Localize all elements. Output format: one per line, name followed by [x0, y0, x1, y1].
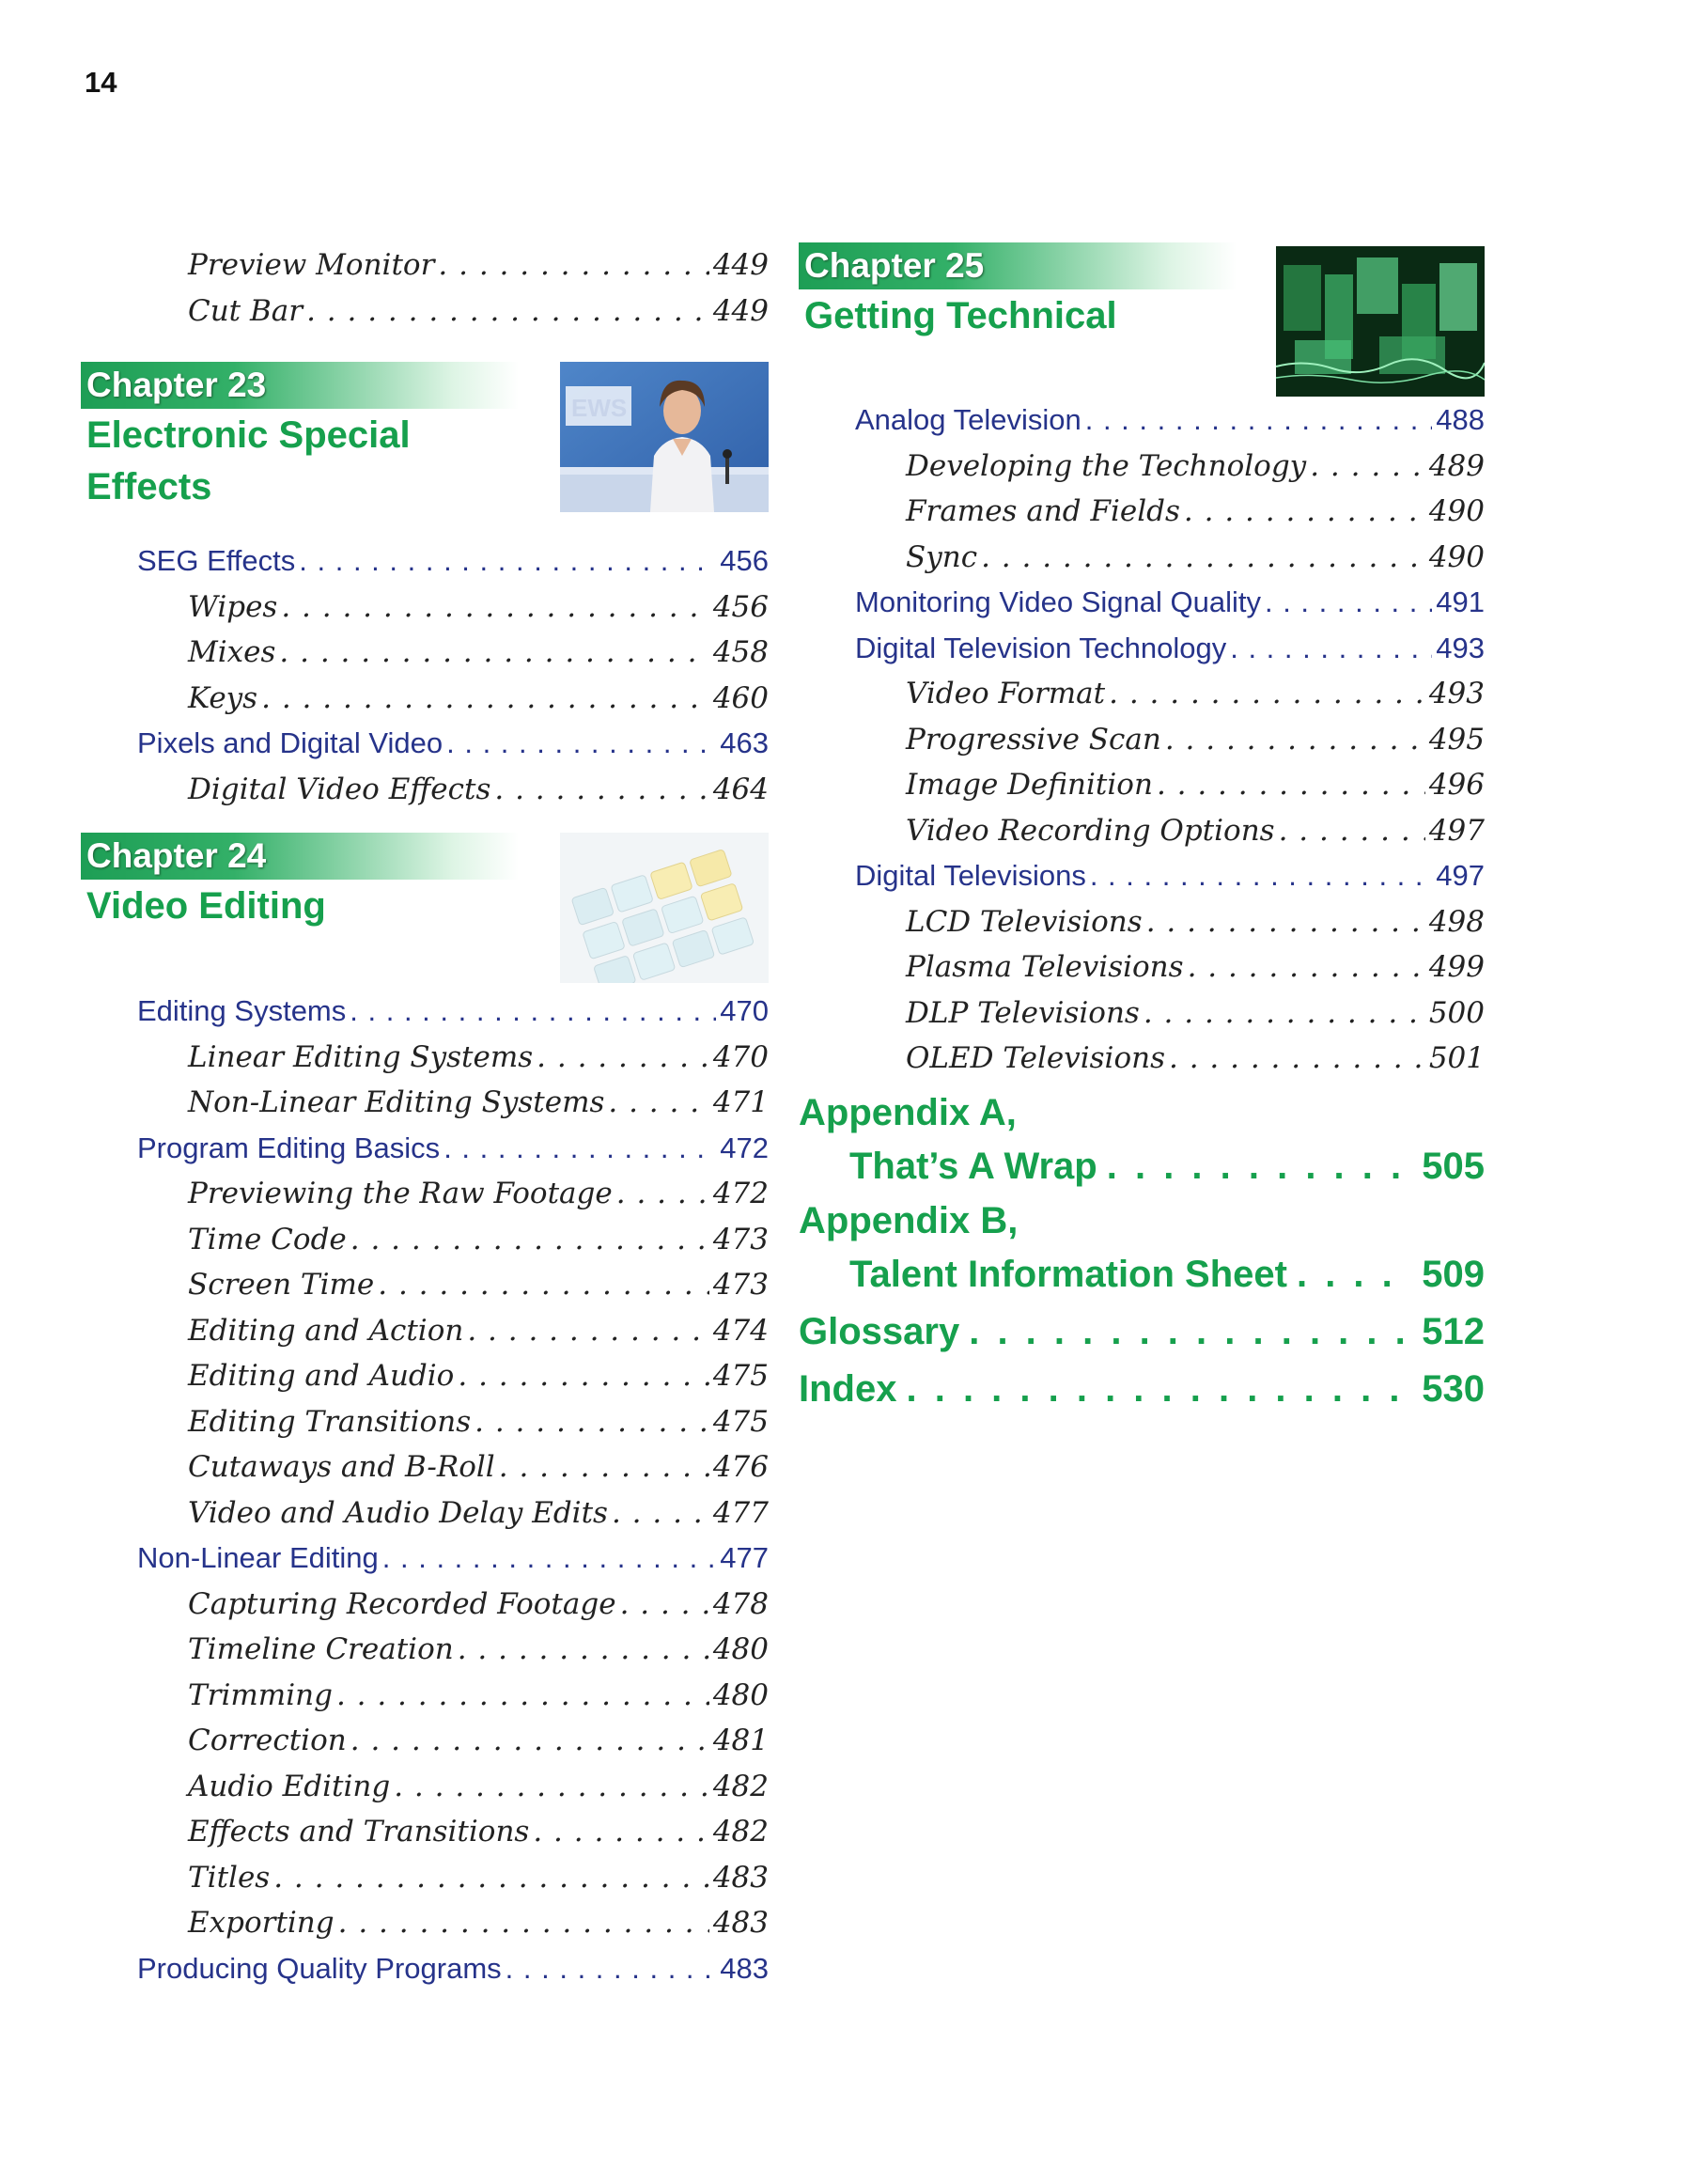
- dot-leader: [350, 1217, 709, 1263]
- toc-subsection-entry[interactable]: [81, 1217, 769, 1263]
- appendix-b-title: Talent Information Sheet: [849, 1253, 1287, 1295]
- dot-leader: [458, 1353, 708, 1399]
- glossary-label: Glossary: [799, 1310, 960, 1352]
- toc-subsection-entry[interactable]: [799, 991, 1485, 1037]
- toc-subsection-entry[interactable]: [81, 767, 769, 813]
- appendix-a-label: Appendix A,: [799, 1091, 1017, 1133]
- toc-subsection-entry[interactable]: [81, 1399, 769, 1445]
- entry-label: Mixes: [188, 635, 276, 669]
- toc-subsection-entry[interactable]: [81, 630, 769, 676]
- toc-subsection-entry[interactable]: [799, 444, 1485, 490]
- entry-label: Image Definition: [906, 768, 1153, 802]
- dot-leader: [906, 1361, 1412, 1418]
- appendix-b-page: 509: [1422, 1253, 1485, 1295]
- entry-label: Keys: [188, 680, 258, 715]
- entry-label: Exporting: [188, 1906, 335, 1940]
- dot-leader: [438, 242, 708, 289]
- dot-leader: [1146, 899, 1425, 945]
- entry-page-number: 482: [712, 1769, 769, 1803]
- chapter-23-header: [81, 362, 769, 538]
- toc-subsection-entry[interactable]: [81, 1718, 769, 1764]
- entry-page-number: 491: [1436, 585, 1485, 618]
- toc-section-entry[interactable]: [81, 721, 769, 767]
- chapter-title-line: Video Editing: [86, 885, 326, 927]
- dot-leader: [281, 585, 708, 631]
- entry-label: Editing and Audio: [188, 1359, 455, 1393]
- dot-leader: [612, 1490, 709, 1537]
- entry-label: Preview Monitor: [188, 248, 435, 282]
- toc-section-entry[interactable]: [81, 1946, 769, 1992]
- entry-page-number: 481: [712, 1724, 769, 1757]
- toc-subsection-entry[interactable]: [81, 1444, 769, 1490]
- entry-page-number: 475: [712, 1404, 769, 1439]
- entry-page-number: 493: [1436, 631, 1485, 664]
- entry-page-number: 456: [712, 589, 769, 624]
- entry-page-number: 480: [712, 1632, 769, 1666]
- dot-leader: [1090, 853, 1432, 899]
- dot-leader: [1169, 1036, 1425, 1082]
- entry-label: Frames and Fields: [906, 494, 1180, 528]
- entry-label: Producing Quality Programs: [137, 1951, 502, 1985]
- toc-subsection-entry[interactable]: [799, 671, 1485, 717]
- toc-subsection-entry[interactable]: [81, 585, 769, 631]
- entry-page-number: 495: [1428, 722, 1485, 757]
- toc-section-entry[interactable]: [799, 398, 1485, 444]
- dot-leader: [537, 1035, 709, 1081]
- toc-subsection-entry[interactable]: [799, 717, 1485, 763]
- toc-subsection-entry[interactable]: [81, 1855, 769, 1901]
- dot-leader: [494, 767, 708, 813]
- appendix-a-page: 505: [1422, 1145, 1485, 1187]
- svg-text:EWS: EWS: [571, 394, 628, 422]
- entry-label: Time Code: [188, 1222, 347, 1256]
- entry-page-number: 471: [712, 1085, 769, 1119]
- entry-page-number: 472: [712, 1177, 769, 1210]
- entry-label: Pixels and Digital Video: [137, 726, 443, 759]
- toc-subsection-entry[interactable]: [81, 242, 769, 289]
- entry-label: Trimming: [188, 1677, 333, 1712]
- toc-left-column: [81, 242, 769, 1991]
- entry-page-number: 470: [712, 1039, 769, 1074]
- entry-page-number: 463: [720, 726, 769, 759]
- entry-page-number: 472: [720, 1131, 769, 1164]
- chapter-24-entries: [81, 989, 769, 1991]
- entry-label: DLP Televisions: [906, 995, 1140, 1030]
- entry-page-number: 476: [712, 1450, 769, 1484]
- toc-subsection-entry[interactable]: [799, 762, 1485, 808]
- toc-subsection-entry[interactable]: [81, 1035, 769, 1081]
- dot-leader: [394, 1764, 709, 1810]
- entry-label: Sync: [906, 539, 978, 574]
- toc-section-entry[interactable]: [81, 1536, 769, 1582]
- toc-subsection-entry[interactable]: [81, 1764, 769, 1810]
- dot-leader: [279, 630, 708, 676]
- entry-label: Progressive Scan: [906, 722, 1161, 757]
- toc-subsection-entry[interactable]: [81, 1308, 769, 1354]
- dot-leader: [306, 289, 709, 335]
- entry-page-number: 493: [1428, 677, 1485, 710]
- toc-section-entry[interactable]: [81, 538, 769, 585]
- entry-page-number: 460: [712, 680, 769, 715]
- dot-leader: [1230, 626, 1432, 672]
- dot-leader: [506, 1946, 717, 1992]
- entry-page-number: 499: [1428, 950, 1485, 984]
- chapter-23-entries: [81, 538, 769, 812]
- entry-page-number: 489: [1428, 448, 1485, 483]
- dot-leader: [1109, 671, 1425, 717]
- toc-section-entry[interactable]: [799, 626, 1485, 672]
- entry-label: Video Recording Options: [906, 813, 1275, 848]
- toc-subsection-entry[interactable]: [799, 899, 1485, 945]
- toc-right-column: [799, 242, 1485, 1418]
- entry-page-number: 501: [1428, 1041, 1485, 1075]
- toc-subsection-entry[interactable]: [81, 676, 769, 722]
- dot-leader: [969, 1303, 1412, 1361]
- page-number: 14: [85, 66, 117, 99]
- entry-label: Linear Editing Systems: [188, 1039, 534, 1074]
- entry-page-number: 483: [712, 1906, 769, 1940]
- entry-page-number: 497: [1436, 859, 1485, 892]
- entry-page-number: 464: [712, 772, 769, 806]
- entry-page-number: 497: [1428, 813, 1485, 848]
- dot-leader: [1165, 717, 1425, 763]
- entry-page-number: 449: [712, 248, 769, 282]
- toc-section-entry[interactable]: [81, 989, 769, 1035]
- entry-page-number: 475: [712, 1359, 769, 1393]
- entry-label: Program Editing Basics: [137, 1131, 441, 1164]
- dot-leader: [1279, 808, 1425, 854]
- entry-label: Titles: [188, 1860, 271, 1895]
- toc-subsection-entry[interactable]: [799, 489, 1485, 535]
- toc-subsection-entry[interactable]: [81, 1627, 769, 1673]
- dot-leader: [981, 535, 1425, 581]
- toc-subsection-entry[interactable]: [81, 289, 769, 335]
- entry-page-number: 496: [1428, 768, 1485, 802]
- entry-label: Editing Transitions: [188, 1404, 472, 1439]
- back-matter: [799, 1087, 1485, 1418]
- entry-page-number: 482: [712, 1815, 769, 1849]
- dot-leader: [261, 676, 709, 722]
- toc-subsection-entry[interactable]: [81, 1673, 769, 1719]
- dot-leader: [273, 1855, 709, 1901]
- toc-subsection-entry[interactable]: [81, 1262, 769, 1308]
- entry-page-number: 488: [1436, 403, 1485, 436]
- entry-label: Editing Systems: [137, 994, 347, 1027]
- chapter-badge: Chapter 24: [81, 833, 519, 880]
- entry-label: Digital Video Effects: [188, 772, 491, 806]
- dot-leader: [1107, 1138, 1413, 1195]
- entry-label: Non-Linear Editing Systems: [188, 1085, 605, 1119]
- dot-leader: [1144, 991, 1425, 1037]
- editing-keyboard-image: [560, 833, 769, 983]
- dot-leader: [1297, 1246, 1412, 1303]
- toc-subsection-entry[interactable]: [81, 1900, 769, 1946]
- dot-leader: [1184, 489, 1425, 535]
- index-label: Index: [799, 1367, 897, 1410]
- dot-leader: [499, 1444, 709, 1490]
- entry-label: Correction: [188, 1724, 347, 1757]
- entry-label: SEG Effects: [137, 544, 296, 577]
- chapter-24-header: [81, 833, 769, 989]
- entry-label: Non-Linear Editing: [137, 1541, 379, 1574]
- dot-leader: [458, 1627, 709, 1673]
- entry-page-number: 477: [720, 1541, 769, 1574]
- toc-subsection-entry[interactable]: [799, 808, 1485, 854]
- dot-leader: [1157, 762, 1425, 808]
- entry-label: Cut Bar: [188, 293, 303, 328]
- chapter-25-entries: [799, 398, 1485, 1082]
- entry-label: Monitoring Video Signal Quality: [855, 585, 1261, 618]
- entry-page-number: 477: [712, 1495, 769, 1530]
- chapter-badge: Chapter 25: [799, 242, 1237, 289]
- toc-section-entry[interactable]: [799, 580, 1485, 626]
- chapter-title-line: Getting Technical: [804, 295, 1117, 336]
- dot-leader: [608, 1080, 708, 1126]
- index-entry[interactable]: [799, 1361, 1485, 1418]
- entry-page-number: 483: [712, 1860, 769, 1895]
- appendix-b-label: Appendix B,: [799, 1199, 1019, 1241]
- entry-label: Previewing the Raw Footage: [188, 1177, 613, 1210]
- toc-section-entry[interactable]: [799, 853, 1485, 899]
- toc-subsection-entry[interactable]: [81, 1582, 769, 1628]
- entry-label: LCD Televisions: [906, 904, 1143, 939]
- entry-label: OLED Televisions: [906, 1041, 1166, 1075]
- entry-page-number: 470: [720, 994, 769, 1027]
- entry-page-number: 456: [720, 544, 769, 577]
- news-anchor-image: [560, 362, 769, 512]
- entry-label: Effects and Transitions: [188, 1815, 530, 1849]
- entry-label: Video Format: [906, 677, 1106, 710]
- entry-label: Screen Time: [188, 1268, 375, 1302]
- entry-page-number: 478: [712, 1586, 769, 1621]
- toc-subsection-entry[interactable]: [81, 1080, 769, 1126]
- dot-leader: [1085, 398, 1433, 444]
- entry-label: Timeline Creation: [188, 1632, 454, 1666]
- entry-page-number: 498: [1428, 904, 1485, 939]
- entry-page-number: 458: [712, 635, 769, 669]
- dot-leader: [382, 1536, 717, 1582]
- entry-label: Capturing Recorded Footage: [188, 1586, 616, 1621]
- dot-leader: [336, 1673, 709, 1719]
- entry-label: Digital Television Technology: [855, 631, 1227, 664]
- dot-leader: [378, 1262, 709, 1308]
- toc-section-entry[interactable]: [81, 1126, 769, 1172]
- glossary-entry[interactable]: [799, 1303, 1485, 1361]
- dot-leader: [350, 1718, 709, 1764]
- entry-page-number: 474: [712, 1313, 769, 1348]
- entry-page-number: 490: [1428, 494, 1485, 528]
- appendix-a-entry[interactable]: [799, 1138, 1485, 1195]
- entry-page-number: 480: [712, 1677, 769, 1712]
- entry-page-number: 500: [1428, 995, 1485, 1030]
- toc-subsection-entry[interactable]: [81, 1490, 769, 1537]
- entry-label: Digital Televisions: [855, 859, 1086, 892]
- dot-leader: [533, 1809, 708, 1855]
- entry-label: Analog Television: [855, 403, 1081, 436]
- dot-leader: [443, 1126, 716, 1172]
- dot-leader: [299, 538, 716, 585]
- chapter-title-line: Effects: [86, 466, 212, 507]
- dot-leader: [475, 1399, 709, 1445]
- continuation-entries: [81, 242, 769, 334]
- dot-leader: [1265, 580, 1432, 626]
- appendix-b-entry[interactable]: [799, 1246, 1485, 1303]
- entry-label: Audio Editing: [188, 1769, 391, 1803]
- dot-leader: [446, 721, 716, 767]
- entry-label: Editing and Action: [188, 1313, 464, 1348]
- dot-leader: [338, 1900, 709, 1946]
- entry-page-number: 473: [712, 1268, 769, 1302]
- dot-leader: [350, 989, 716, 1035]
- glossary-page: 512: [1422, 1310, 1485, 1352]
- entry-page-number: 483: [720, 1951, 769, 1985]
- entry-page-number: 449: [712, 293, 769, 328]
- appendix-a-title: That’s A Wrap: [849, 1145, 1097, 1187]
- entry-label: Plasma Televisions: [906, 950, 1184, 984]
- entry-label: Video and Audio Delay Edits: [188, 1495, 608, 1530]
- toc-subsection-entry[interactable]: [799, 535, 1485, 581]
- entry-label: Wipes: [188, 589, 278, 624]
- toc-subsection-entry[interactable]: [799, 944, 1485, 991]
- dot-leader: [616, 1171, 709, 1217]
- entry-label: Developing the Technology: [906, 448, 1307, 483]
- index-page: 530: [1422, 1367, 1485, 1410]
- chapter-25-header: [799, 242, 1485, 398]
- toc-subsection-entry[interactable]: [81, 1353, 769, 1399]
- dot-leader: [620, 1582, 709, 1628]
- chapter-title-line: Electronic Special: [86, 414, 411, 456]
- dot-leader: [467, 1308, 709, 1354]
- toc-subsection-entry[interactable]: [81, 1171, 769, 1217]
- waveform-monitor-image: [1276, 246, 1485, 397]
- entry-label: Cutaways and B-Roll: [188, 1450, 495, 1484]
- entry-page-number: 473: [712, 1222, 769, 1256]
- chapter-badge: Chapter 23: [81, 362, 519, 409]
- entry-page-number: 490: [1428, 539, 1485, 574]
- dot-leader: [1310, 444, 1425, 490]
- toc-subsection-entry[interactable]: [81, 1809, 769, 1855]
- toc-subsection-entry[interactable]: [799, 1036, 1485, 1082]
- dot-leader: [1188, 944, 1425, 991]
